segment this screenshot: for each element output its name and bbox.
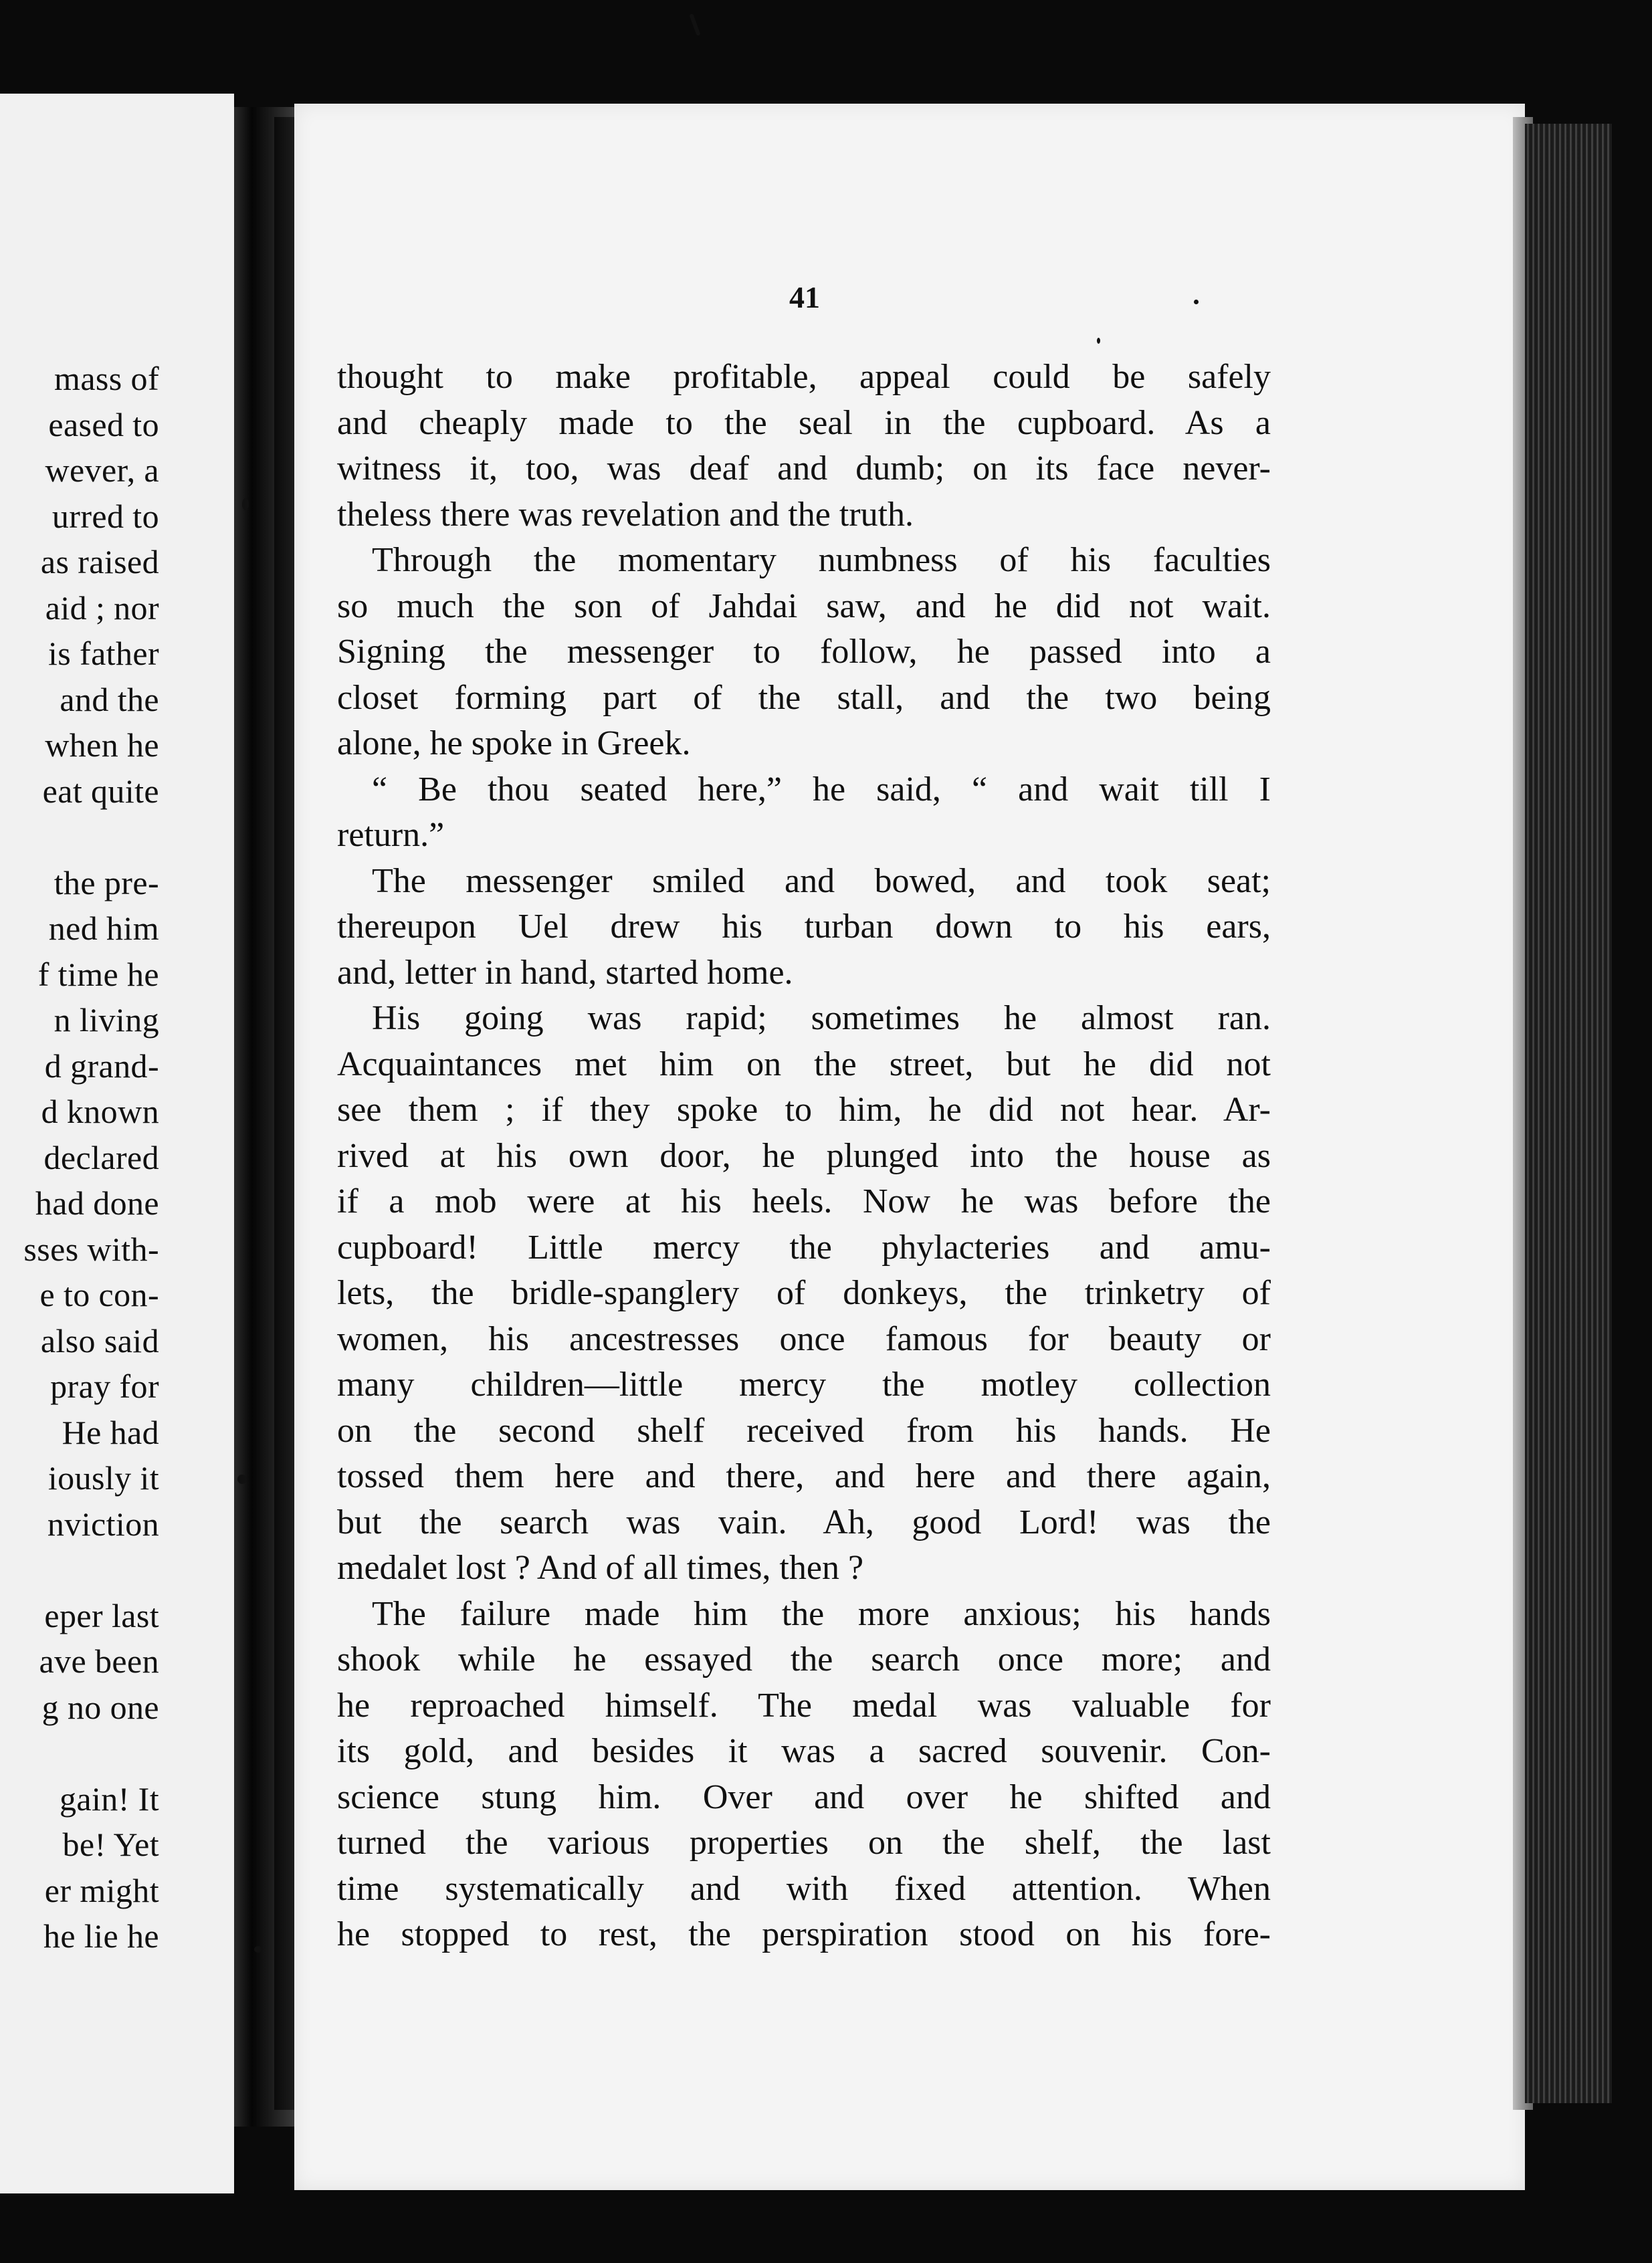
text-line: he stopped to rest, the perspiration stood on his fore-: [337, 1915, 1271, 1953]
text-line: The failure made him the more anxious; his hands: [372, 1594, 1271, 1633]
previous-page-text: [0, 356, 159, 1959]
text-line: and, letter in hand, started home.: [337, 953, 793, 992]
previous-page-line: he lie he: [43, 1917, 159, 1955]
text-line: alone, he spoke in Greek.: [337, 724, 691, 762]
previous-page-line: iously it: [47, 1459, 159, 1497]
previous-page-line: nviction: [47, 1505, 159, 1543]
previous-page-line: d grand-: [44, 1047, 159, 1085]
scan-speck: [1097, 338, 1100, 344]
previous-page-line: [0, 1547, 159, 1593]
previous-page-line: is father: [47, 635, 159, 672]
text-line: “ Be thou seated here,” he said, “ and wait till I: [372, 770, 1271, 809]
text-line: see them ; if they spoke to him, he did not hear. Ar-: [337, 1091, 1271, 1129]
text-line: on the second shelf received from his hands. He: [337, 1411, 1271, 1450]
text-line: thought to make profitable, appeal could be safely: [337, 358, 1271, 396]
page-number: 41: [789, 280, 820, 314]
previous-page-line: [0, 814, 159, 860]
previous-page-line: g no one: [41, 1688, 159, 1726]
previous-page-line: wever, a: [45, 451, 159, 489]
previous-page-line: eased to: [48, 405, 159, 443]
previous-page-line: e to con-: [39, 1276, 159, 1313]
previous-page: [0, 94, 234, 2193]
previous-page-line: ned him: [48, 909, 159, 947]
text-line: women, his ancestresses once famous for beauty or: [337, 1319, 1271, 1358]
text-line: theless there was revelation and the truth.: [337, 495, 914, 534]
previous-page-line: He had: [62, 1413, 159, 1451]
text-line: its gold, and besides it was a sacred souvenir. Con-: [337, 1732, 1271, 1770]
text-line: witness it, too, was deaf and dumb; on its face never-: [337, 449, 1271, 488]
text-line: rived at his own door, he plunged into the house as: [337, 1136, 1271, 1175]
text-line: if a mob were at his heels. Now he was before the: [337, 1182, 1271, 1220]
text-line: and cheaply made to the seal in the cupboard. As a: [337, 403, 1271, 442]
previous-page-line: f time he: [37, 955, 159, 993]
previous-page-line: and the: [60, 680, 159, 718]
scan-speck: [254, 1946, 262, 1953]
previous-page-line: also said: [40, 1321, 159, 1360]
text-line: so much the son of Jahdai saw, and he did not wait.: [337, 586, 1271, 625]
text-line: shook while he essayed the search once more; and: [337, 1640, 1271, 1679]
text-line: many children—little mercy the motley collection: [337, 1366, 1271, 1404]
previous-page-line: ave been: [39, 1642, 159, 1680]
text-line: time systematically and with fixed attention. When: [337, 1869, 1271, 1908]
previous-page-line: mass of: [54, 360, 159, 397]
previous-page-line: d known: [41, 1093, 159, 1130]
previous-page-line: declared: [43, 1138, 159, 1176]
text-line: Signing the messenger to follow, he passed into a: [337, 633, 1271, 671]
previous-page-line: as raised: [40, 543, 159, 580]
previous-page-line: er might: [44, 1871, 159, 1909]
text-line: His going was rapid; sometimes he almost ran.: [372, 999, 1271, 1037]
previous-page-line: urred to: [51, 497, 159, 535]
previous-page-line: the pre-: [54, 863, 159, 901]
text-line: Acquaintances met him on the street, but he did not: [337, 1045, 1271, 1083]
previous-page-line: be! Yet: [62, 1826, 159, 1863]
text-line: thereupon Uel drew his turban down to his ears,: [337, 907, 1271, 946]
page-body-text: [337, 354, 1271, 1958]
previous-page-line: [0, 1730, 159, 1776]
text-line: turned the various properties on the shelf, the last: [337, 1824, 1271, 1862]
text-line: Through the momentary numbness of his faculties: [372, 541, 1271, 579]
previous-page-line: had done: [35, 1184, 159, 1222]
scan-speck: [1194, 300, 1199, 304]
previous-page-line: gain! It: [60, 1780, 159, 1818]
previous-page-line: aid ; nor: [45, 588, 159, 627]
text-line: science stung him. Over and over he shifted and: [337, 1777, 1271, 1816]
previous-page-line: eat quite: [42, 772, 159, 810]
text-line: but the search was vain. Ah, good Lord! was the: [337, 1503, 1271, 1541]
previous-page-line: n living: [54, 1001, 159, 1039]
text-line: cupboard! Little mercy the phylacteries and amu-: [337, 1228, 1271, 1267]
scan-speck: [242, 498, 249, 510]
previous-page-line: pray for: [50, 1368, 159, 1405]
previous-page-line: eper last: [44, 1596, 159, 1634]
scan-speck: [237, 1475, 247, 1484]
text-line: lets, the bridle-spanglery of donkeys, the trinketry of: [337, 1274, 1271, 1312]
scan-speck: [689, 13, 700, 36]
previous-page-line: sses with-: [23, 1230, 159, 1268]
text-line: medalet lost ? And of all times, then ?: [337, 1549, 864, 1587]
text-line: tossed them here and there, and here and there again,: [337, 1457, 1271, 1495]
previous-page-line: when he: [45, 726, 159, 764]
book-page-edges: [1525, 124, 1612, 2103]
text-line: he reproached himself. The medal was valuable for: [337, 1686, 1271, 1725]
text-line: return.”: [337, 816, 445, 854]
text-line: closet forming part of the stall, and the two being: [337, 678, 1271, 717]
text-line: The messenger smiled and bowed, and took seat;: [372, 861, 1271, 900]
